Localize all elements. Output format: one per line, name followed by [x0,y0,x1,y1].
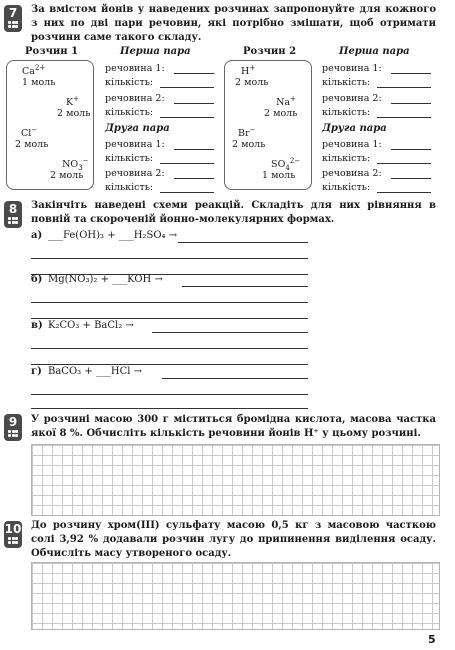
task-10-badge: 10 [4,521,22,548]
item-b-equation: Mg(NO₃)₂ + ___KOH → [48,274,163,285]
answer-blank[interactable] [174,103,214,104]
task-10-answer-grid[interactable] [31,562,440,630]
amount-label: кількість: [105,153,154,164]
amount-label: кількість: [322,153,371,164]
task-10-text: До розчину хром(III) сульфату масою 0,5 кг з масовою часткою солі 3,92 % додавали розчин лугу до припинення виділення осаду. Обчисліть масу утвореного осаду. [31,520,436,559]
substance-1-label: речовина 1: [105,139,165,150]
answer-blank[interactable] [377,163,431,164]
substance-1-label: речовина 1: [105,63,165,74]
answer-blank[interactable] [391,178,431,179]
item-a-label: а) [31,230,43,241]
item-a-equation: ___Fe(OH)₃ + ___H₂SO₄ → [48,230,178,241]
answer-line[interactable] [31,348,308,349]
ion-na: Na+ 2 моль [264,94,298,119]
ion-so4: $SO_4^{2-}$ 1 моль [262,156,301,181]
second-pair-header-2: Друга пара [322,123,387,134]
answer-blank[interactable] [391,149,431,150]
answer-blank[interactable] [160,87,214,88]
answer-blank[interactable] [160,163,214,164]
task-8-text: Закінчіть наведені схеми реакцій. Складіть для них рівняння в повній та скороченій йонно-молекулярних формах. [31,200,436,225]
answer-blank[interactable] [377,117,431,118]
ion-k: K+ 2 моль [57,94,91,119]
task-9-badge: 9 [4,414,22,441]
task-8-badge: 8 [4,201,22,228]
item-b-label: б) [31,274,43,285]
substance-1-label: речовина 1: [322,63,382,74]
first-pair-header-1: Перша пара [120,46,191,57]
answer-blank[interactable] [391,73,431,74]
solution-1-title: Розчин 1 [25,46,79,57]
item-c-label: в) [31,320,43,331]
answer-line[interactable] [31,318,308,319]
substance-1-label: речовина 1: [322,139,382,150]
ion-h: H+ 2 моль [235,63,269,88]
answer-line[interactable] [31,394,308,395]
answer-line[interactable] [31,258,308,259]
answer-line[interactable] [31,302,308,303]
ion-cl: Cl− 2 моль [15,125,49,150]
answer-blank[interactable] [377,87,431,88]
amount-label: кількість: [322,77,371,88]
item-c-equation: K₂CO₃ + BaCl₂ → [48,320,134,331]
answer-line[interactable] [182,286,308,287]
answer-line[interactable] [31,408,308,409]
answer-blank[interactable] [160,192,214,193]
first-pair-header-2: Перша пара [339,46,410,57]
answer-line[interactable] [178,242,308,243]
substance-2-label: речовина 2: [322,168,382,179]
second-pair-header-1: Друга пара [105,123,170,134]
ion-ca: $Ca^{2+}$ 1 моль [22,63,56,88]
task-7-badge: 7 [4,5,22,32]
solution-2-title: Розчин 2 [243,46,297,57]
item-d-label: г) [31,366,42,377]
substance-2-label: речовина 2: [105,93,165,104]
item-d-equation: BaCO₃ + ___HCl → [48,366,143,377]
amount-label: кількість: [105,77,154,88]
task-7-text: За вмістом йонів у наведених розчинах запропонуйте для кожного з них по дві пари речовин, які потрібно змішати, щоб отримати розчини саме такого складу. [31,4,436,43]
task-9-text: У розчині масою 300 г міститься бромідна кислота, масова частка якої 8 %. Обчисліть кількість речовини йонів H⁺ у цьому розчині. [31,414,436,439]
substance-2-label: речовина 2: [322,93,382,104]
answer-blank[interactable] [391,103,431,104]
ion-no3: $NO_3^-$ 2 моль [50,156,89,181]
answer-line[interactable] [162,378,308,379]
answer-line[interactable] [31,364,308,365]
amount-label: кількість: [105,182,154,193]
answer-blank[interactable] [377,192,431,193]
answer-blank[interactable] [160,117,214,118]
amount-label: кількість: [105,107,154,118]
answer-blank[interactable] [174,73,214,74]
substance-2-label: речовина 2: [105,168,165,179]
answer-blank[interactable] [174,149,214,150]
amount-label: кількість: [322,107,371,118]
page-number: 5 [428,633,436,646]
ion-br: Br− 2 моль [232,125,266,150]
amount-label: кількість: [322,182,371,193]
task-9-answer-grid[interactable] [31,444,440,516]
answer-blank[interactable] [174,178,214,179]
answer-line[interactable] [152,332,308,333]
